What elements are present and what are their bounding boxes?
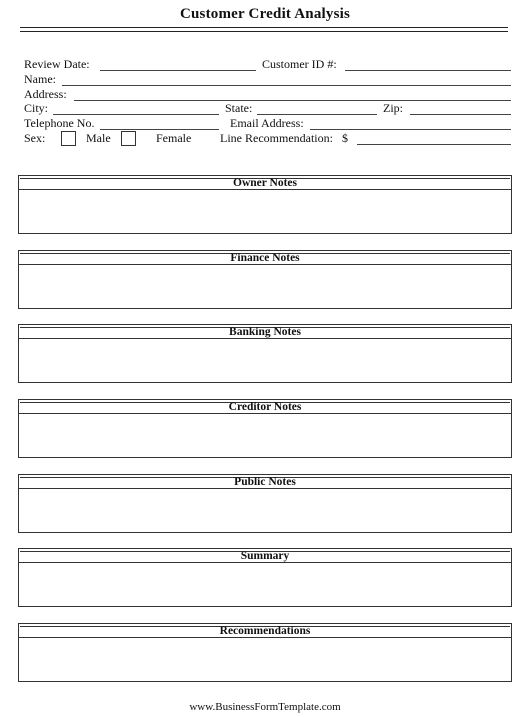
section-heading: Finance Notes: [19, 251, 511, 265]
section-heading: Owner Notes: [19, 176, 511, 190]
title-rule-top: [20, 27, 508, 28]
city-field[interactable]: [53, 114, 219, 115]
section-heading: Summary: [19, 549, 511, 563]
email-field[interactable]: [310, 129, 511, 130]
section-heading: Public Notes: [19, 475, 511, 489]
title-rule-bottom: [20, 31, 508, 32]
currency-symbol: $: [342, 131, 348, 145]
recommendations-section: [18, 623, 512, 682]
banking-notes-area[interactable]: [19, 339, 511, 382]
review-date-field[interactable]: [100, 70, 256, 71]
recommendations-area[interactable]: [19, 638, 511, 681]
state-field[interactable]: [257, 114, 377, 115]
customer-id-field[interactable]: [345, 70, 511, 71]
male-checkbox[interactable]: [61, 131, 76, 146]
female-checkbox[interactable]: [121, 131, 136, 146]
section-heading: Recommendations: [19, 624, 511, 638]
summary-area[interactable]: [19, 563, 511, 606]
finance-notes-section: [18, 250, 512, 309]
email-label: Email Address:: [230, 116, 304, 130]
address-field[interactable]: [74, 100, 511, 101]
banking-notes-section: [18, 324, 512, 383]
name-label: Name:: [24, 72, 56, 86]
form-title: Customer Credit Analysis: [179, 6, 351, 22]
finance-notes-area[interactable]: [19, 265, 511, 308]
summary-section: [18, 548, 512, 607]
review-date-label: Review Date:: [24, 57, 90, 71]
line-recommendation-field[interactable]: [357, 144, 511, 145]
creditor-notes-section: [18, 399, 512, 458]
sex-label: Sex:: [24, 131, 46, 145]
owner-notes-section: [18, 175, 512, 234]
customer-id-label: Customer ID #:: [262, 57, 337, 71]
zip-label: Zip:: [383, 101, 403, 115]
telephone-field[interactable]: [100, 129, 219, 130]
zip-field[interactable]: [410, 114, 511, 115]
section-heading: Creditor Notes: [19, 400, 511, 414]
city-label: City:: [24, 101, 49, 115]
address-label: Address:: [24, 87, 67, 101]
male-label: Male: [86, 131, 111, 145]
telephone-label: Telephone No.: [24, 116, 95, 130]
female-label: Female: [156, 131, 192, 145]
public-notes-section: [18, 474, 512, 533]
state-label: State:: [225, 101, 253, 115]
name-field[interactable]: [62, 85, 511, 86]
public-notes-area[interactable]: [19, 489, 511, 532]
footer-url: www.BusinessFormTemplate.com: [189, 701, 341, 713]
line-recommendation-label: Line Recommendation:: [220, 131, 333, 145]
owner-notes-area[interactable]: [19, 190, 511, 233]
section-heading: Banking Notes: [19, 325, 511, 339]
creditor-notes-area[interactable]: [19, 414, 511, 457]
